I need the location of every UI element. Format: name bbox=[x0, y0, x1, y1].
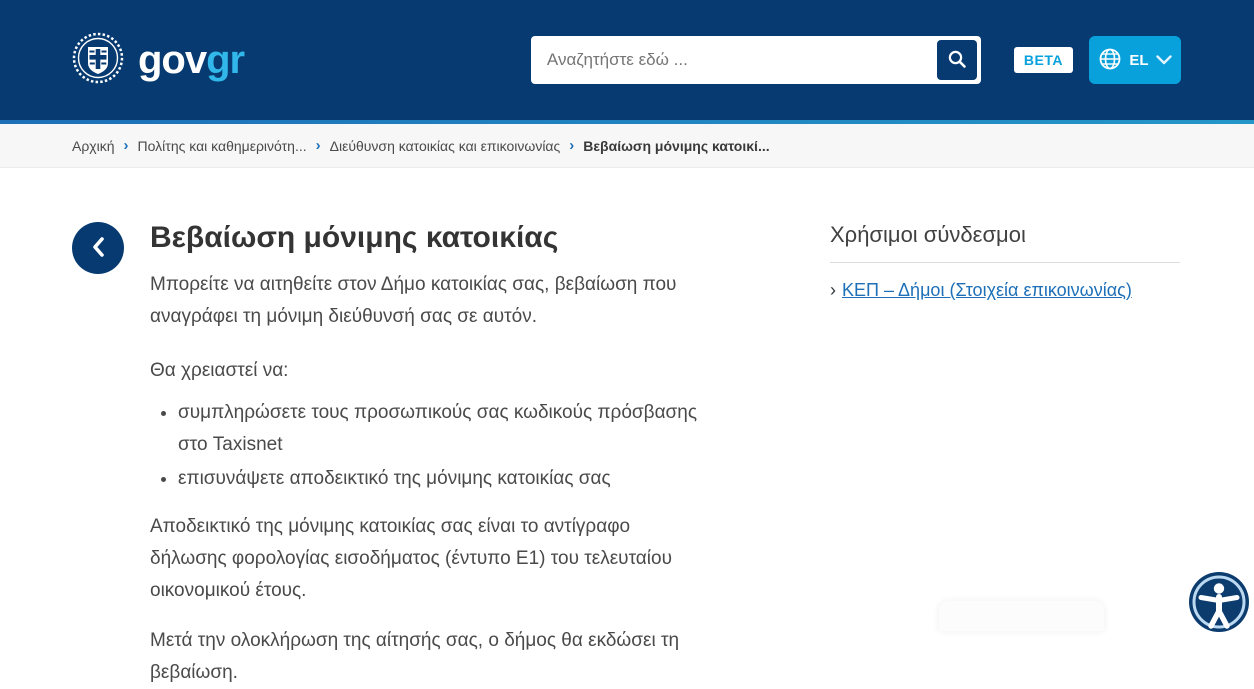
beta-badge: BETA bbox=[1014, 47, 1073, 73]
sidebar-title: Χρήσιμοι σύνδεσμοι bbox=[830, 222, 1026, 247]
breadcrumb-separator-icon: › bbox=[123, 137, 129, 154]
language-code-label: EL bbox=[1129, 51, 1149, 69]
breadcrumb-separator-icon: › bbox=[315, 137, 321, 154]
list-item: • συμπληρώσετε τους προσωπικούς σας κωδικούς πρόσβασης στο Taxisnet bbox=[178, 397, 705, 461]
govgr-logo[interactable] bbox=[72, 32, 244, 89]
site-header bbox=[0, 0, 1254, 120]
greek-emblem-icon bbox=[72, 32, 124, 89]
search-button[interactable] bbox=[937, 40, 977, 80]
breadcrumb-address[interactable]: Διεύθυνση κατοικίας και επικοινωνίας bbox=[329, 137, 561, 154]
globe-icon bbox=[1098, 47, 1122, 74]
search-input[interactable] bbox=[531, 36, 937, 84]
breadcrumb bbox=[0, 124, 1254, 168]
accessibility-icon bbox=[1188, 621, 1250, 636]
breadcrumb-citizen[interactable]: Πολίτης και καθημερινότη... bbox=[137, 137, 307, 154]
back-button[interactable] bbox=[72, 222, 124, 274]
breadcrumb-home[interactable]: Αρχική bbox=[72, 137, 115, 154]
search-box bbox=[531, 36, 981, 84]
requirements-list bbox=[150, 397, 705, 495]
useful-links-sidebar bbox=[830, 220, 1180, 304]
link-chevron-icon: › bbox=[830, 280, 836, 300]
kep-municipalities-link[interactable]: ΚΕΠ – Δήμοι (Στοιχεία επικοινωνίας) bbox=[842, 280, 1132, 300]
logo-gov-text: gov bbox=[138, 38, 207, 82]
breadcrumb-current-page: Βεβαίωση μόνιμης κατοικί... bbox=[583, 137, 770, 154]
search-icon bbox=[947, 49, 967, 72]
service-article bbox=[150, 220, 705, 689]
chevron-left-icon bbox=[90, 236, 106, 261]
cutoff-paragraph: Μετά την ολοκλήρωση της αίτησής σας, ο δήμος θα εκδώσει τη βεβαίωση. bbox=[150, 630, 680, 683]
accessibility-widget-button[interactable] bbox=[1188, 571, 1250, 633]
requirements-heading: Θα χρειαστεί να: bbox=[150, 360, 289, 381]
language-selector-button[interactable] bbox=[1089, 36, 1181, 84]
list-item: • επισυνάψετε αποδεικτικό της μόνιμης κατοικίας σας bbox=[178, 463, 705, 495]
logo-gr-text: gr bbox=[206, 38, 245, 82]
sidebar-link-row bbox=[830, 276, 1180, 304]
proof-paragraph: Αποδεικτικό της μόνιμης κατοικίας σας είναι το αντίγραφο δήλωσης φορολογίας εισοδήματος (έντυπο Ε1) του τελευταίου οικονομικού έτους. bbox=[150, 516, 672, 601]
page-title: Βεβαίωση μόνιμης κατοικίας bbox=[150, 221, 559, 254]
breadcrumb-separator-icon: › bbox=[569, 137, 575, 154]
bottom-panel-edge bbox=[939, 601, 1104, 631]
logo-wordmark bbox=[138, 40, 244, 80]
chevron-down-icon bbox=[1156, 53, 1172, 68]
sidebar-divider bbox=[830, 262, 1180, 263]
intro-paragraph: Μπορείτε να αιτηθείτε στον Δήμο κατοικίας σας, βεβαίωση που αναγράφει τη μόνιμη διεύθυνσή σας σε αυτόν. bbox=[150, 274, 677, 327]
